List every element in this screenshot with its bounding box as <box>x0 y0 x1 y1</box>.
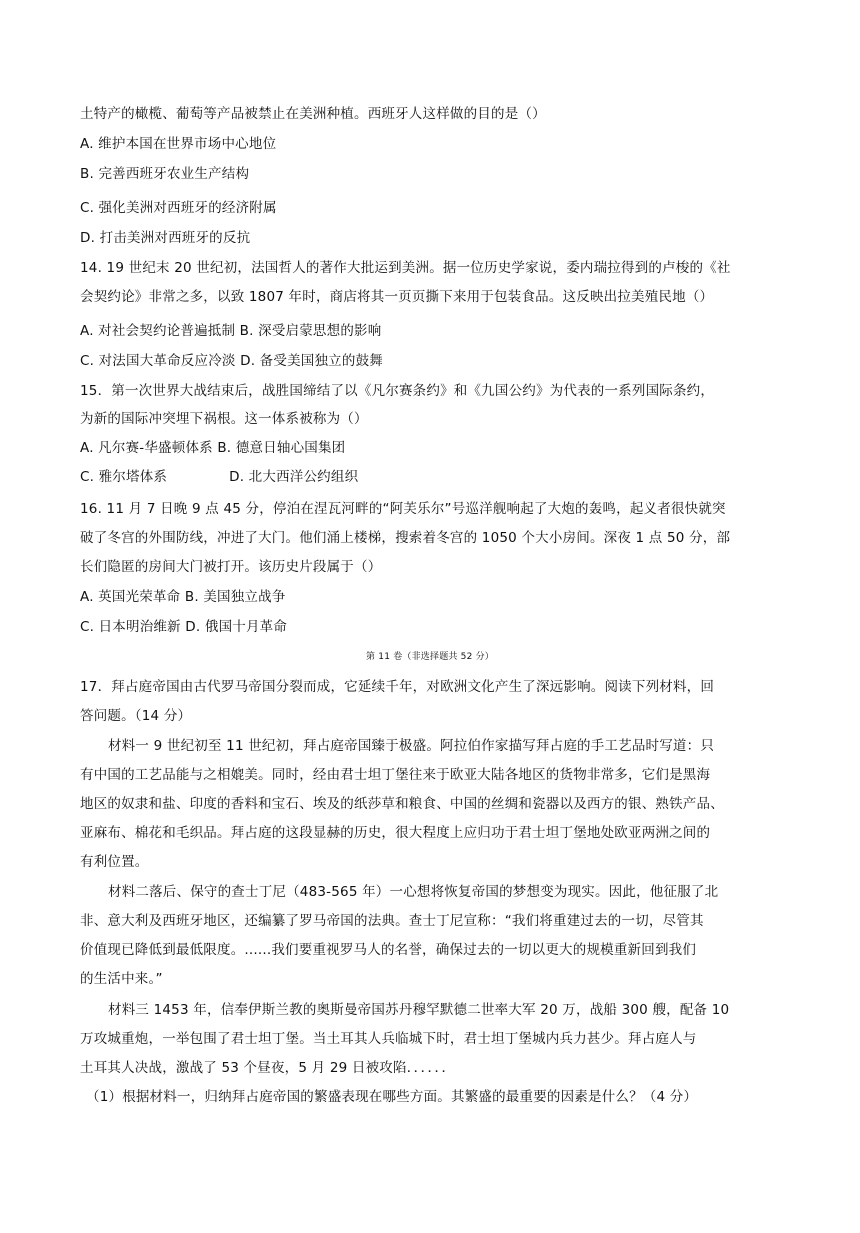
q15-stem-line-1: 15．第一次世界大战结束后，战胜国缔结了以《凡尔赛条约》和《九国公约》为代表的一系列国际条约， <box>80 383 715 399</box>
q14-options-ab: A. 对社会契约论普遍抵制 B. 深受启蒙思想的影响 <box>80 323 382 339</box>
material2-line-2: 非、意大利及西班牙地区，还编纂了罗马帝国的法典。查士丁尼宣称：“我们将重建过去的一切，尽管其 <box>80 913 704 929</box>
material1-line-1: 材料一 9 世纪初至 11 世纪初，拜占庭帝国臻于极盛。阿拉伯作家描写拜占庭的手工艺品时写道：只 <box>108 738 715 754</box>
material3-line-3: 土耳其人决战，激战了 53 个昼夜，5 月 29 日被攻陷．．．．．． <box>80 1060 456 1076</box>
q16-options-ab: A. 英国光荣革命 B. 美国独立战争 <box>80 589 286 605</box>
q17-intro-line-2: 答问题。（14 分） <box>80 708 192 724</box>
q13-option-d: D. 打击美洲对西班牙的反抗 <box>80 230 251 246</box>
q13-option-c: C. 强化美洲对西班牙的经济附属 <box>80 200 277 216</box>
q13-option-b: B. 完善西班牙农业生产结构 <box>80 166 250 182</box>
q15-options-cd <box>80 467 358 487</box>
q15-stem-line-2: 为新的国际冲突埋下祸根。这一体系被称为（） <box>80 411 368 427</box>
q15-options-ab: A. 凡尔赛-华盛顿体系 B. 德意日轴心国集团 <box>80 440 346 456</box>
material1-line-3: 地区的奴隶和盐、印度的香料和宝石、埃及的纸莎草和粮食、中国的丝绸和瓷器以及西方的银、熟铁产品、 <box>80 796 724 812</box>
material1-line-2: 有中国的工艺品能与之相媲美。同时，经由君士坦丁堡往来于欧亚大陆各地区的货物非常多，它们是黑海 <box>80 767 711 783</box>
material1-line-4: 亚麻布、棉花和毛织品。拜占庭的这段显赫的历史，很大程度上应归功于君士坦丁堡地处欧亚两洲之间的 <box>80 825 711 841</box>
q15-option-c: C. 雅尔塔体系 <box>80 469 168 485</box>
q15-option-d: D. 北大西洋公约组织 <box>229 469 359 485</box>
material2-line-3: 价值现已降低到最低限度。......我们要重视罗马人的名誉，确保过去的一切以更大的规模重新回到我们 <box>80 942 697 958</box>
material2-line-1: 材料二落后、保守的查士丁尼（483-565 年）一心想将恢复帝国的梦想变为现实。因此，他征服了北 <box>108 884 719 900</box>
q17-intro-line-1: 17．拜占庭帝国由古代罗马帝国分裂而成，它延续千年，对欧洲文化产生了深远影响。阅读下列材料，回 <box>80 679 715 695</box>
section-title: 第 11 卷（非选择题共 52 分） <box>366 652 494 662</box>
material3-line-1: 材料三 1453 年，信奉伊斯兰教的奥斯曼帝国苏丹穆罕默德二世率大军 20 万，战船 300 艘，配备 10 <box>108 1002 730 1018</box>
q13-stem-tail: 土特产的橄榄、葡萄等产品被禁止在美洲种植。西班牙人这样做的目的是（） <box>80 106 546 122</box>
q13-option-a: A. 维护本国在世界市场中心地位 <box>80 136 277 152</box>
q14-options-cd: C. 对法国大革命反应冷淡 D. 备受美国独立的鼓舞 <box>80 353 383 369</box>
material2-line-4: 的生活中来。” <box>80 971 163 987</box>
q14-stem-line-1: 14. 19 世纪末 20 世纪初，法国哲人的著作大批运到美洲。据一位历史学家说，委内瑞拉得到的卢梭的《社 <box>80 260 731 276</box>
q14-stem-line-2: 会契约论》非常之多，以致 1807 年时，商店将其一页页撕下来用于包装食品。这反映出拉美殖民地（） <box>80 289 714 305</box>
q16-options-cd: C. 日本明治维新 D. 俄国十月革命 <box>80 619 288 635</box>
material1-line-5: 有利位置。 <box>80 854 149 870</box>
material3-line-2: 万攻城重炮，一举包围了君士坦丁堡。当土耳其人兵临城下时，君士坦丁堡城内兵力甚少。拜占庭人与 <box>80 1031 697 1047</box>
q16-stem-line-3: 长们隐匿的房间大门被打开。该历史片段属于（） <box>80 559 382 575</box>
q17-question-1: （1）根据材料一，归纳拜占庭帝国的繁盛表现在哪些方面。其繁盛的最重要的因素是什么？（4 分） <box>86 1089 698 1105</box>
q16-stem-line-1: 16. 11 月 7 日晚 9 点 45 分，停泊在涅瓦河畔的“阿芙乐尔”号巡洋舰响起了大炮的轰鸣，起义者很快就突 <box>80 501 726 517</box>
q16-stem-line-2: 破了冬宫的外围防线，冲进了大门。他们涌上楼梯，搜索着冬宫的 1050 个大小房间。深夜 1 点 50 分，部 <box>80 530 731 546</box>
